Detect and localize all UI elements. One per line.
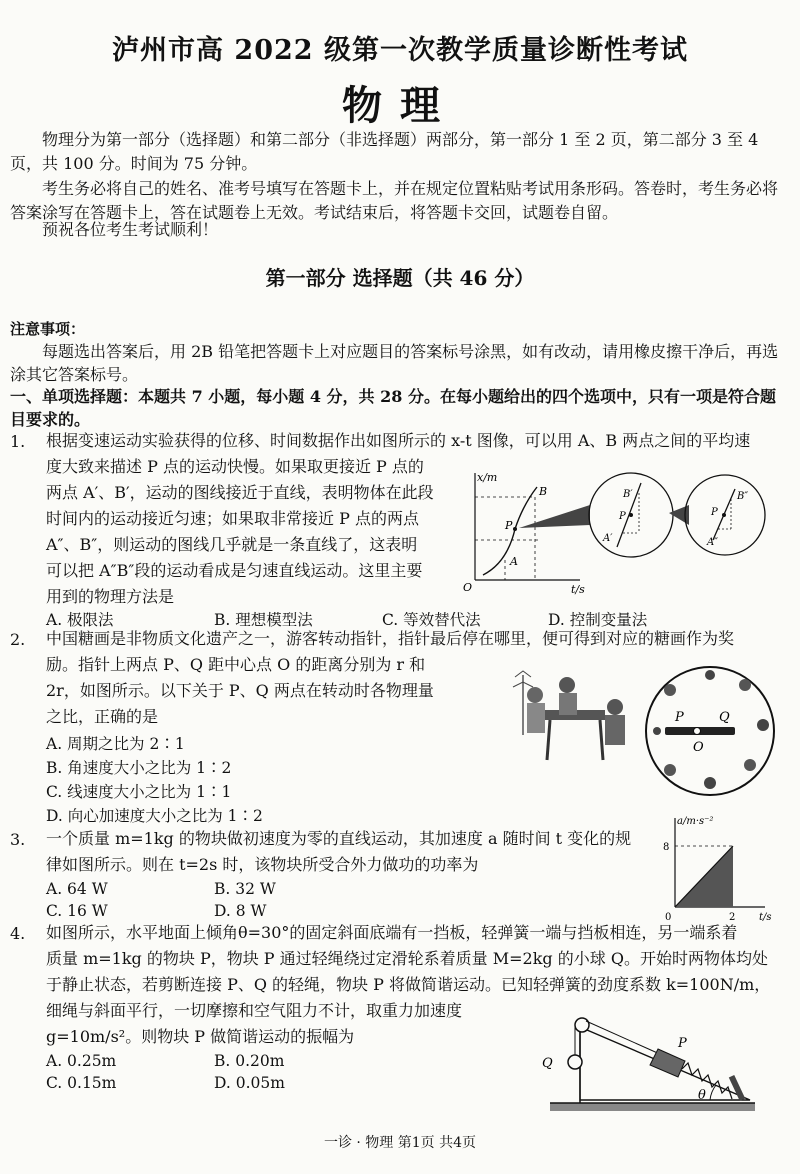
ground bbox=[550, 1103, 755, 1111]
question-number: 3. bbox=[10, 830, 26, 849]
question-number: 2. bbox=[10, 630, 26, 649]
intro-paragraph-2: 考生务必将自己的姓名、准考号填写在答题卡上，并在规定位置粘贴考试用条形码。答卷时，考生务必将答案涂写在答题卡上，答在试题卷上无效。考试结束后，将答题卡交回，试题卷自留。 bbox=[10, 179, 779, 222]
option-b: B. 32 W bbox=[214, 880, 276, 898]
zoom-p-dot bbox=[629, 513, 633, 517]
point-b-double-prime: B″ bbox=[737, 491, 749, 502]
notice-heading: 注意事项： bbox=[10, 320, 86, 338]
option-a: A. 周期之比为 2∶1 bbox=[46, 735, 185, 753]
spinner-wheel bbox=[646, 667, 774, 795]
option-d: D. 控制变量法 bbox=[548, 611, 648, 629]
option-c: C. 线速度大小之比为 1∶1 bbox=[46, 783, 232, 801]
section-heading: 一、单项选择题：本题共 7 小题，每小题 4 分，共 28 分。在每小题给出的四个选项中，只有一项是符合题目要求的。 bbox=[10, 387, 776, 429]
question-number: 4. bbox=[10, 924, 26, 943]
question-stem-line: 于静止状态，若剪断连接 P、Q 的轻绳，物块 P 将做简谐运动。已知轻弹簧的劲度系数 k=100N/m， bbox=[46, 975, 771, 994]
option-b: B. 0.20m bbox=[214, 1052, 285, 1070]
incline-spring-figure bbox=[520, 1005, 785, 1120]
question-stem: 中国糖画是非物质文化遗产之一，游客转动指针，指针最后停在哪里，便可得到对应的糖画作为奖 bbox=[46, 629, 735, 648]
question-number: 1. bbox=[10, 432, 26, 451]
option-a: A. 极限法 bbox=[46, 611, 114, 629]
block-p bbox=[650, 1049, 685, 1077]
angle-arc bbox=[710, 1085, 716, 1100]
label-p: P bbox=[678, 1036, 687, 1051]
intro-paragraph-1: 物理分为第一部分（选择题）和第二部分（非选择题）两部分，第一部分 1 至 2 页，第二部分 3 至 4 页，共 100 分。时间为 75 分钟。 bbox=[10, 130, 759, 173]
question-stem-line: 度大致来描述 P 点的运动快慢。如果取更接近 P 点的 bbox=[46, 457, 424, 476]
question-stem: 根据变速运动实验获得的位移、时间数据作出如图所示的 x-t 图像，可以用 A、B 两点之间的平均速 bbox=[46, 431, 751, 450]
question-stem-line: A″、B″，则运动的图线几乎就是一条直线了，这表明 bbox=[46, 535, 418, 554]
option-c: C. 0.15m bbox=[46, 1074, 117, 1092]
question-stem-line: 用到的物理方法是 bbox=[46, 587, 175, 606]
notice-text: 每题选出答案后，用 2B 铅笔把答题卡上对应题目的答案标号涂黑，如有改动，请用橡皮擦干净后，再选涂其它答案标号。 bbox=[10, 342, 779, 384]
sugar-painting-figure bbox=[505, 665, 785, 800]
acceleration-time-graph bbox=[655, 812, 785, 924]
vendor-scene-illustration bbox=[513, 671, 625, 760]
option-a: A. 0.25m bbox=[46, 1052, 117, 1070]
exam-title: 泸州市高 2022 级第一次教学质量诊断性考试 bbox=[112, 35, 688, 66]
option-d: D. 0.05m bbox=[214, 1074, 285, 1092]
option-d: D. 向心加速度大小之比为 1∶2 bbox=[46, 807, 263, 825]
option-c: C. 等效替代法 bbox=[382, 611, 481, 629]
option-c: C. 16 W bbox=[46, 902, 108, 920]
question-stem-line: 质量 m=1kg 的物块 P，物块 P 通过轻绳绕过定滑轮系着质量 M=2kg 的小球 Q。开始时两物体均处 bbox=[46, 949, 768, 968]
zoom-p-dot-2 bbox=[722, 513, 726, 517]
option-b: B. 角速度大小之比为 1∶2 bbox=[46, 759, 232, 777]
option-b: B. 理想模型法 bbox=[214, 611, 313, 629]
question-stem: 一个质量 m=1kg 的物块做初速度为零的直线运动，其加速度 a 随时间 t 变化的规 bbox=[46, 829, 632, 848]
rope-incline bbox=[586, 1021, 662, 1055]
question-stem-line: g=10m/s²。则物块 P 做简谐运动的振幅为 bbox=[46, 1027, 355, 1046]
point-p: P bbox=[505, 519, 513, 532]
point-a-double-prime: A″ bbox=[707, 537, 718, 548]
point-a-prime: A′ bbox=[603, 533, 613, 544]
intro-paragraph-3: 预祝各位考生考试顺利！ bbox=[42, 220, 219, 239]
t-axis-label: t/s bbox=[571, 583, 585, 595]
ball-q bbox=[568, 1055, 582, 1069]
subject-title: 物理 bbox=[342, 82, 458, 129]
y-tick-label: 8 bbox=[663, 842, 670, 853]
x-tick-label: 2 bbox=[729, 912, 736, 923]
option-a: A. 64 W bbox=[46, 880, 108, 898]
zoom-cone bbox=[519, 505, 590, 528]
xt-graph-figure bbox=[455, 465, 785, 595]
question-stem-line: 时间内的运动接近匀速；如果取非常接近 P 点的两点 bbox=[46, 509, 419, 528]
point-p-dot bbox=[513, 527, 517, 531]
page-footer: 一诊 · 物理 第1页 共4页 bbox=[323, 1135, 477, 1151]
question-stem: 如图所示，水平地面上倾角θ=30°的固定斜面底端有一挡板，轻弹簧一端与挡板相连，另一端系着 bbox=[46, 923, 738, 942]
t-axis-label: t/s bbox=[759, 912, 772, 923]
part1-title: 第一部分 选择题（共 46 分） bbox=[265, 266, 535, 290]
question-stem-line: 励。指针上两点 P、Q 距中心点 O 的距离分别为 r 和 bbox=[46, 655, 426, 674]
option-d: D. 8 W bbox=[214, 902, 267, 920]
pulley bbox=[575, 1018, 589, 1032]
question-stem-line: 细绳与斜面平行，一切摩擦和空气阻力不计，取重力加速度 bbox=[46, 1001, 463, 1020]
question-stem-line: 之比，正确的是 bbox=[46, 707, 159, 726]
question-stem-line: 律如图所示。则在 t=2s 时，该物块所受合外力做功的功率为 bbox=[46, 855, 479, 874]
label-q: Q bbox=[542, 1056, 553, 1071]
zoom-p-label: P bbox=[619, 511, 626, 522]
point-b-prime: B′ bbox=[623, 489, 633, 500]
origin-label: O bbox=[463, 581, 473, 594]
question-stem-line: 可以把 A″B″段的运动看成是匀速直线运动。这里主要 bbox=[46, 561, 423, 580]
origin-label: 0 bbox=[665, 912, 672, 923]
point-a: A bbox=[510, 555, 518, 568]
label-o: O bbox=[693, 740, 704, 755]
question-stem-line: 2r，如图所示。以下关于 P、Q 两点在转动时各物理量 bbox=[46, 681, 434, 700]
x-axis-label: x/m bbox=[477, 471, 498, 484]
label-q: Q bbox=[719, 710, 730, 725]
label-p: P bbox=[675, 710, 684, 725]
zoom-p-label-2: P bbox=[711, 507, 718, 518]
question-stem-line: 两点 A′、B′，运动的图线接近于直线，表明物体在此段 bbox=[46, 483, 434, 502]
a-axis-label: a/m·s⁻² bbox=[677, 816, 714, 827]
point-b: B bbox=[539, 485, 548, 498]
label-theta: θ bbox=[698, 1088, 706, 1103]
